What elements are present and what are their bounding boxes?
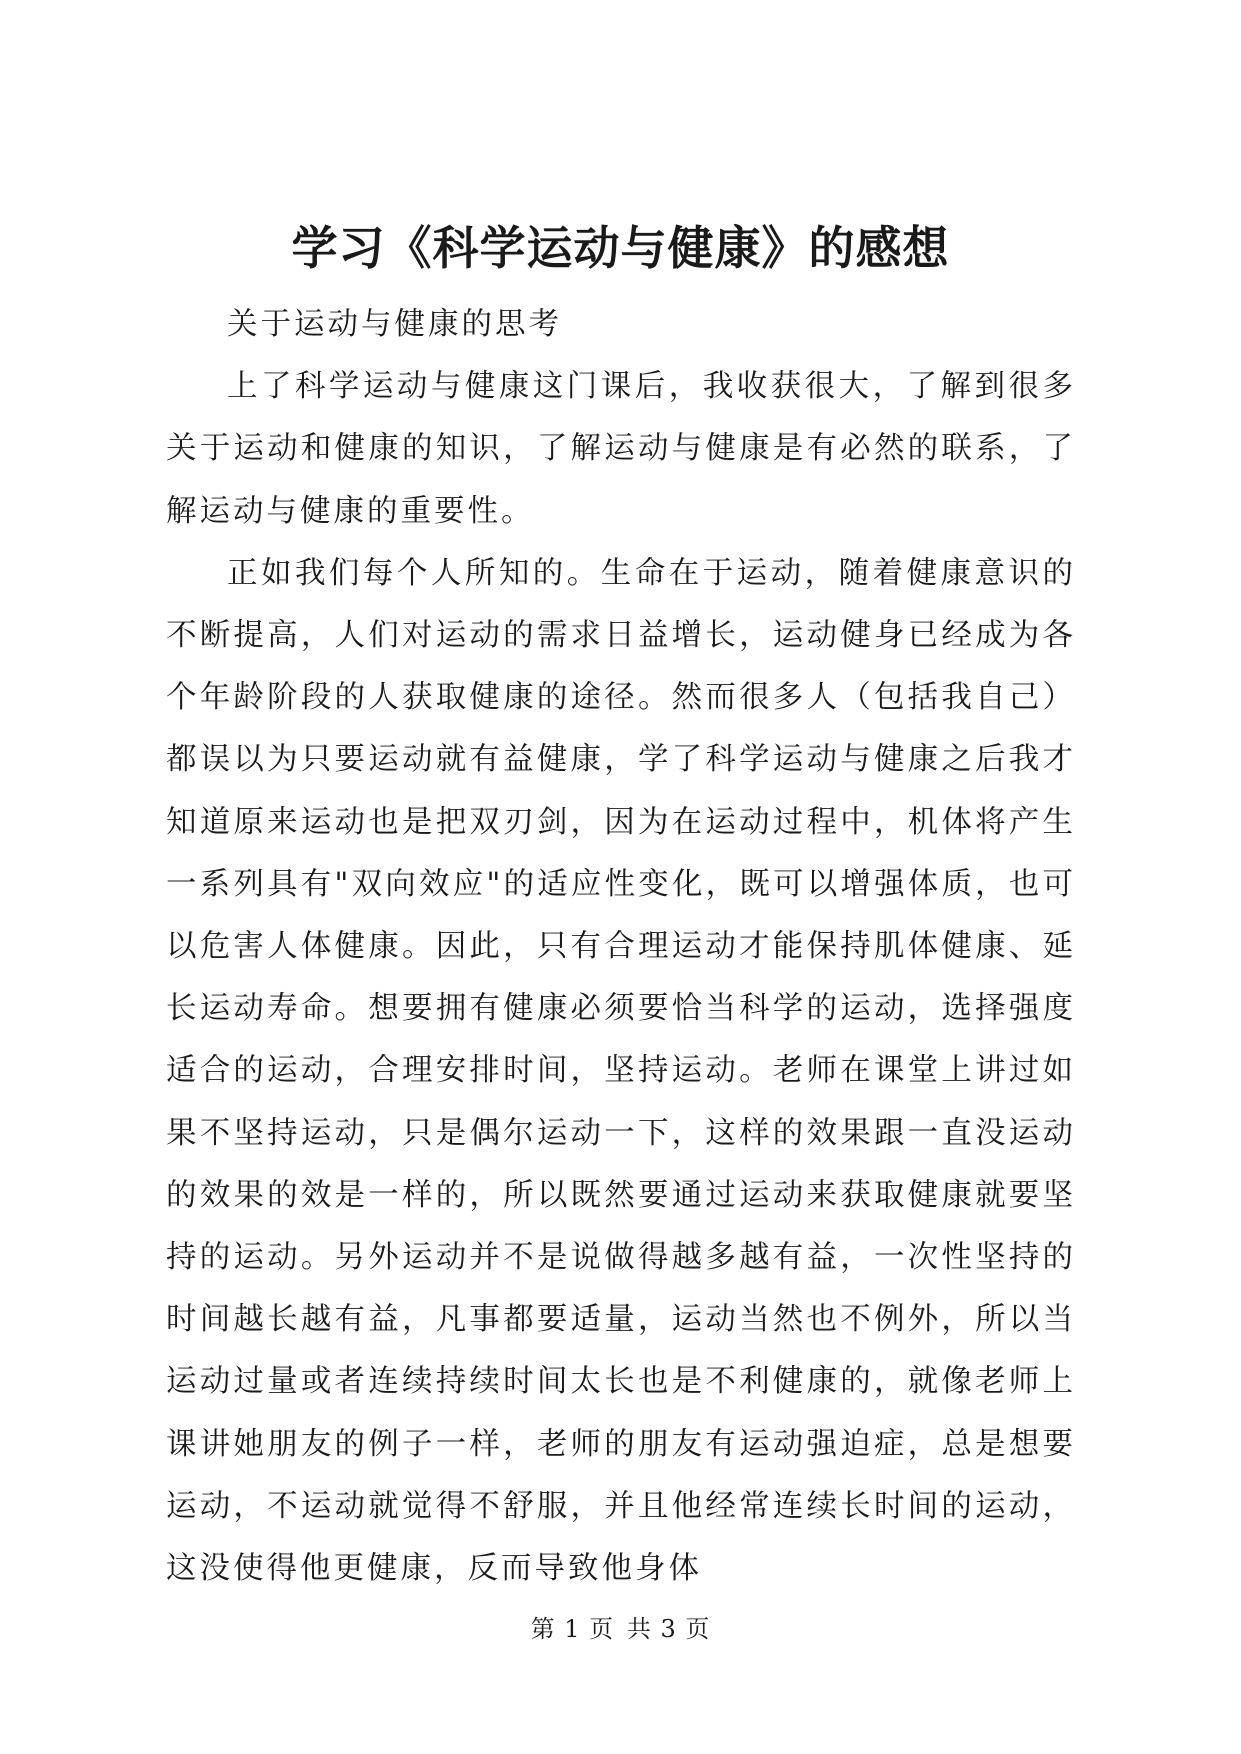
document-body <box>166 294 1076 1600</box>
page-total: 共 3 页 <box>626 1615 711 1643</box>
page-number: 第 1 页 <box>530 1615 615 1643</box>
page-footer <box>0 1614 1241 1644</box>
document-title: 学习《科学运动与健康》的感想 <box>291 221 950 275</box>
paragraph: 正如我们每个人所知的。生命在于运动，随着健康意识的不断提高，人们对运动的需求日益增长，运动健身已经成为各个年龄阶段的人获取健康的途径。然而很多人（包括我自己）都误以为只要运动就有益健康，学了科学运动与健康之后我才知道原来运动也是把双刃剑，因为在运动过程中，机体将产生一系列具有"双向效应"的适应性变化，既可以增强体质，也可以危害人体健康。因此，只有合理运动才能保持肌体健康、延长运动寿命。想要拥有健康必须要恰当科学的运动，选择强度适合的运动，合理安排时间，坚持运动。老师在课堂上讲过如果不坚持运动，只是偶尔运动一下，这样的效果跟一直没运动的效果的效是一样的，所以既然要通过运动来获取健康就要坚持的运动。另外运动并不是说做得越多越有益，一次性坚持的时间越长越有益，凡事都要适量，运动当然也不例外，所以当运动过量或者连续持续时间太长也是不利健康的，就像老师上课讲她朋友的例子一样，老师的朋友有运动强迫症，总是想要运动，不运动就觉得不舒服，并且他经常连续长时间的运动，这没使得他更健康，反而导致他身体 <box>166 555 1076 1587</box>
paragraph: 上了科学运动与健康这门课后，我收获很大，了解到很多关于运动和健康的知识，了解运动与健康是有必然的联系，了解运动与健康的重要性。 <box>166 369 1076 529</box>
paragraph-subtitle: 关于运动与健康的思考 <box>227 307 562 342</box>
